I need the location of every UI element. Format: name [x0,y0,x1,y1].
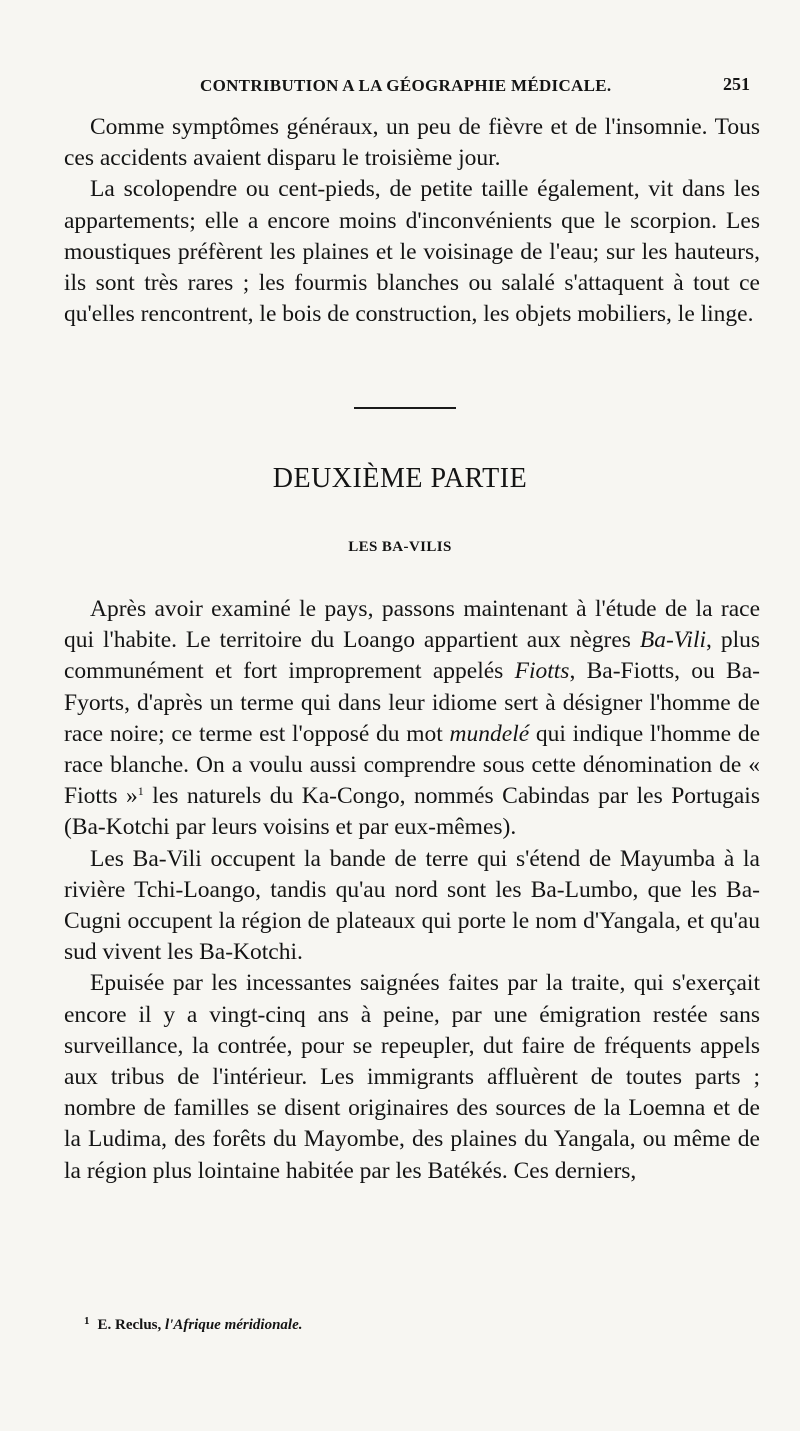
footnote-work: l'Afrique méridionale. [165,1317,303,1333]
footnote-author: E. Reclus, [97,1317,165,1333]
italic-term: mundelé [449,720,530,747]
footnote-reference: 1 [137,784,144,799]
paragraph: Epuisée par les incessantes saignées faites par la traite, qui s'exerçait encore il y a vingt-cinq ans à peine, par une émigration restée sans surveillance, la contrée, pour se repeupler, dut faire de fréquents appels aux tribus de l'intérieur. Les immigrants affluèrent de toutes parts ; nombre de familles se disent originaires des sources de la Loemna et de la Ludima, des forêts du Mayombe, des plaines du Yangala, ou même de la région plus lointaine habitée par les Batékés. Ces derniers, [64,970,760,1184]
part-title: DEUXIÈME PARTIE [272,463,528,494]
intro-text [64,112,760,330]
text-run: les naturels du Ka-Congo, nommés Cabindas par les Portugais (Ba-Kotchi par leurs voisins et par eux-mêmes). [64,783,760,841]
page-number: 251 [723,74,750,94]
text-run: , Ba-Fiotts, ou Ba-Fyorts, d'après un terme qui dans leur idiome sert à désigner l'homme de race noire; ce terme est l'opposé du mot [64,658,760,747]
running-header [64,72,752,104]
section-divider [354,407,456,409]
running-title: CONTRIBUTION A LA GÉOGRAPHIE MÉDICALE. [200,76,612,95]
paragraph: Comme symptômes généraux, un peu de fièvre et de l'insomnie. Tous ces accidents avaient disparu le troisième jour. [64,114,760,172]
body-text [64,594,760,1187]
footnote [84,1315,764,1334]
text-run: qui indique l'homme de race blanche. On a voulu aussi comprendre sous cette dénomination de « Fiotts » [64,720,760,810]
paragraph [64,594,760,844]
footnote-mark: 1 [84,1315,90,1327]
italic-term: Fiotts [514,658,570,685]
text-run: Après avoir examiné le pays, passons maintenant à l'étude de la race qui l'habite. Le territoire du Loango appartient aux nègres [64,596,760,654]
section-title: LES BA-VILIS [348,539,452,555]
paragraph: La scolopendre ou cent-pieds, de petite taille également, vit dans les appartements; elle a encore moins d'inconvénients que le scorpion. Les moustiques préfèrent les plaines et le voisinage de l'eau; sur les hauteurs, ils sont très rares ; les fourmis blanches ou salalé s'attaquent à tout ce qu'elles rencontrent, le bois de construction, les objets mobiliers, le linge. [64,176,760,328]
italic-term: Ba-Vili [639,627,707,654]
text-run: , plus communément et fort improprement appelés [64,627,760,685]
paragraph: Les Ba-Vili occupent la bande de terre qui s'étend de Mayumba à la rivière Tchi-Loango, tandis qu'au nord sont les Ba-Lumbo, que les Ba-Cugni occupent la région de plateaux qui porte le nom d'Yangala, et qu'au sud vivent les Ba-Kotchi. [64,845,760,966]
